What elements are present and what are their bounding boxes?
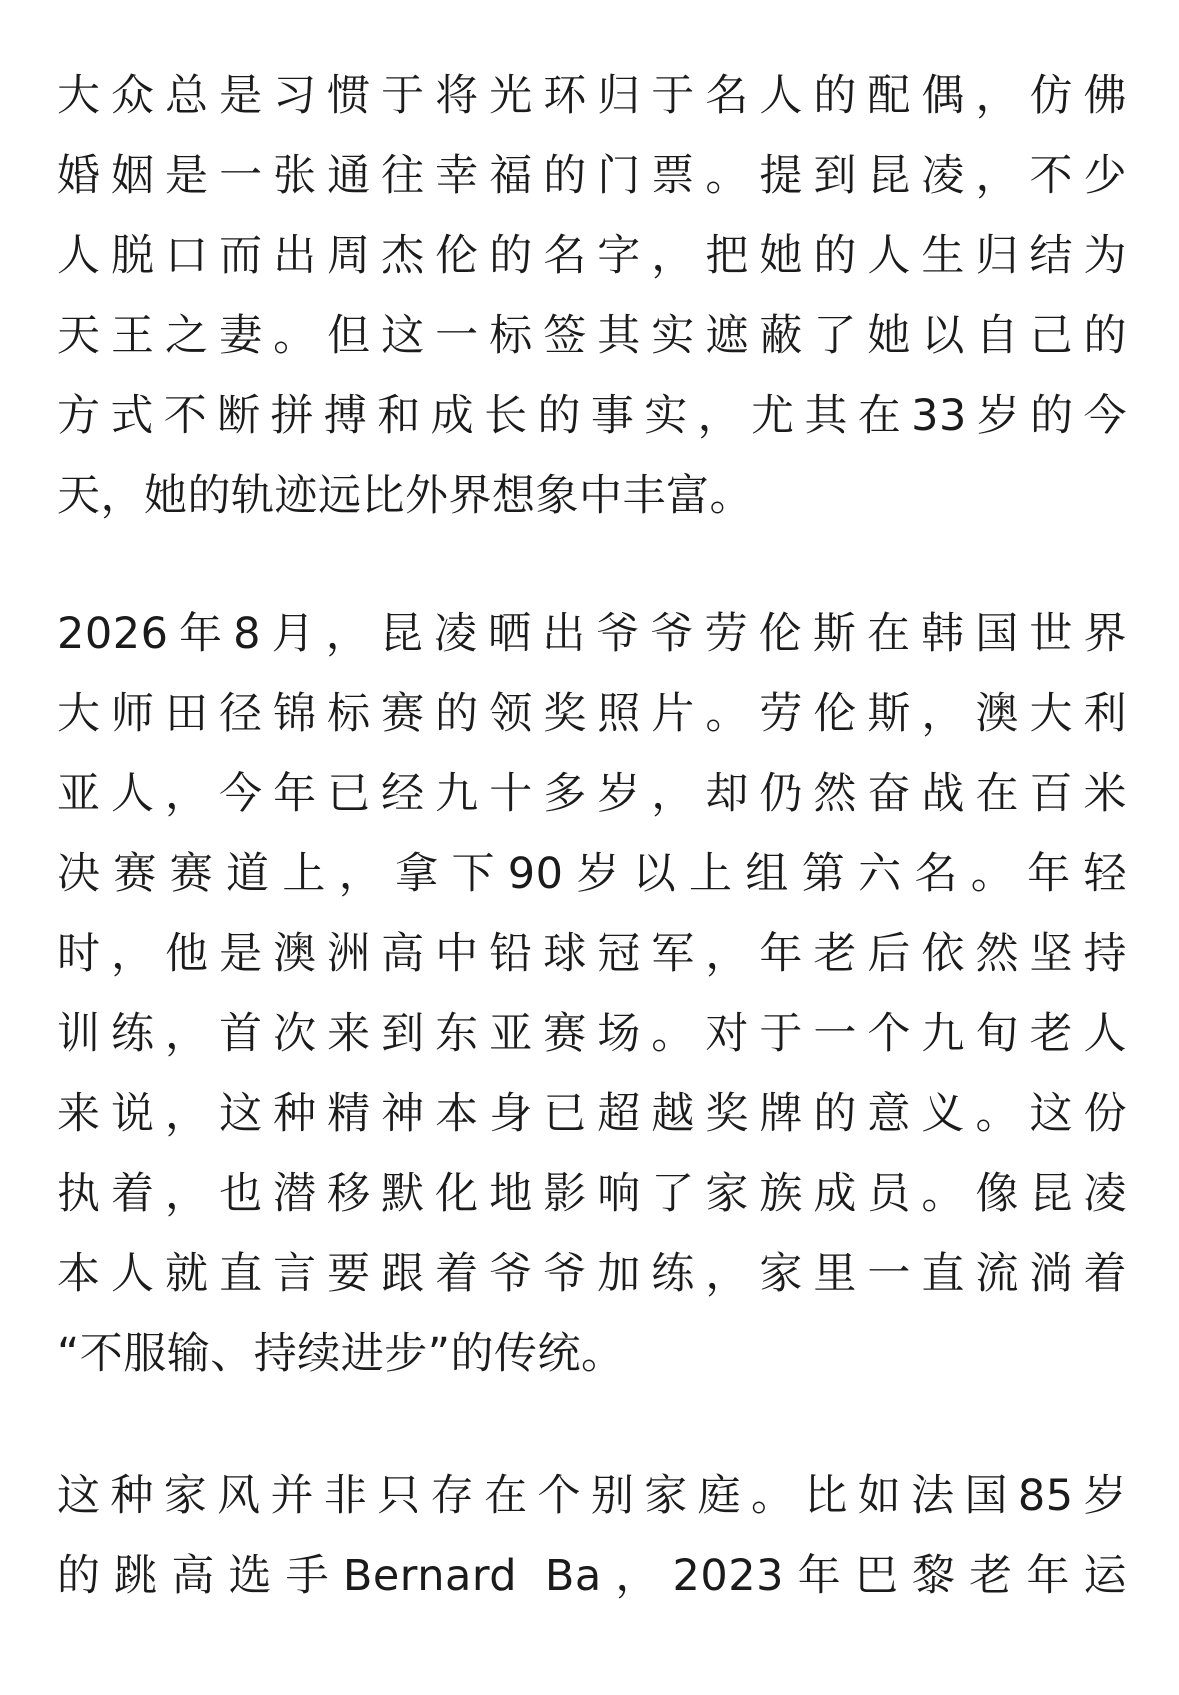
text-line: 天王之妻。但这一标签其实遮蔽了她以自己的 — [57, 311, 1127, 361]
text-line: 本人就直言要跟着爷爷加练，家里一直流淌着 — [57, 1249, 1127, 1299]
text-line: 2026年8月，昆凌晒出爷爷劳伦斯在韩国世界 — [57, 609, 1127, 659]
text-line: 时，他是澳洲高中铅球冠军，年老后依然坚持 — [57, 929, 1127, 979]
text-line: 执着，也潜移默化地影响了家族成员。像昆凌 — [57, 1169, 1127, 1219]
text-line: “不服输、持续进步”的传统。 — [57, 1329, 625, 1379]
text-line: 大师田径锦标赛的领奖照片。劳伦斯，澳大利 — [57, 689, 1127, 739]
text-line: 方式不断拼搏和成长的事实，尤其在33岁的今 — [57, 391, 1127, 441]
text-line: 训练，首次来到东亚赛场。对于一个九旬老人 — [57, 1009, 1127, 1059]
text-line: 决赛赛道上，拿下90岁以上组第六名。年轻 — [57, 849, 1127, 899]
text-line: 婚姻是一张通往幸福的门票。提到昆凌，不少 — [57, 151, 1127, 201]
text-line: 的跳高选手Bernard Ba，2023年巴黎老年运 — [57, 1551, 1127, 1601]
text-line: 天，她的轨迹远比外界想象中丰富。 — [57, 471, 753, 521]
text-line: 这种家风并非只存在个别家庭。比如法国85岁 — [57, 1471, 1127, 1521]
text-line: 来说，这种精神本身已超越奖牌的意义。这份 — [57, 1089, 1127, 1139]
text-line: 亚人，今年已经九十多岁，却仍然奋战在百米 — [57, 769, 1127, 819]
text-line: 大众总是习惯于将光环归于名人的配偶，仿佛 — [57, 71, 1127, 121]
text-line: 人脱口而出周杰伦的名字，把她的人生归结为 — [57, 231, 1127, 281]
